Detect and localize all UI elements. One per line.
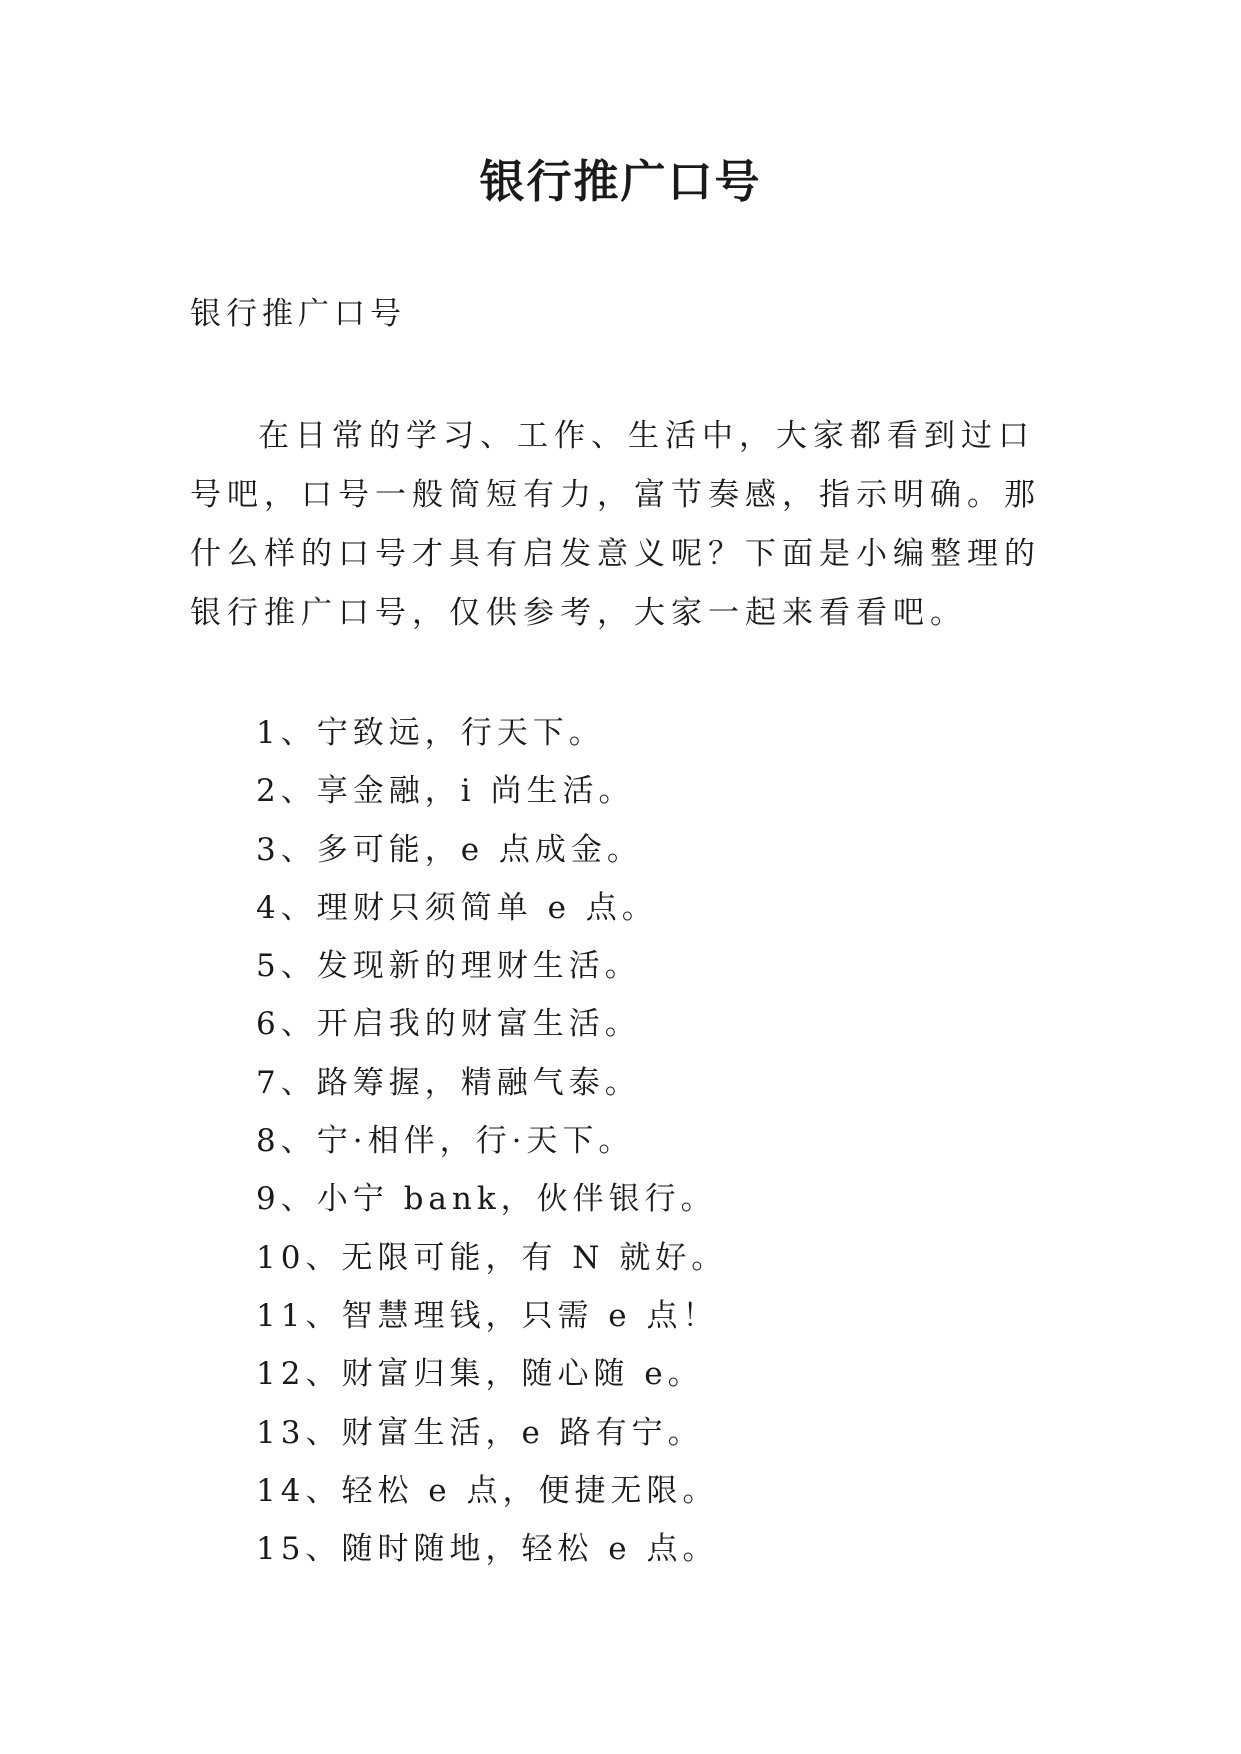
list-item: 14、轻松 e 点，便捷无限。	[256, 1472, 719, 1509]
list-item: 8、宁·相伴，行·天下。	[256, 1123, 635, 1160]
list-item: 13、财富生活，e 路有宁。	[256, 1414, 704, 1451]
list-item: 2、享金融，i 尚生活。	[256, 773, 635, 810]
list-item: 3、多可能，e 点成金。	[256, 831, 643, 868]
document-subtitle: 银行推广口号	[190, 296, 406, 332]
list-item: 5、发现新的理财生活。	[256, 948, 641, 985]
slogan-list	[256, 704, 727, 1578]
list-item: 1、宁致远，行天下。	[256, 715, 605, 751]
list-item: 11、智慧理钱，只需 e 点！	[256, 1297, 719, 1334]
list-item: 12、财富归集，随心随 e。	[256, 1356, 704, 1393]
list-item: 10、无限可能，有 N 就好。	[256, 1239, 728, 1276]
intro-paragraph: 在日常的学习、工作、生活中，大家都看到过口号吧，口号一般简短有力，富节奏感，指示明确。那什么样的口号才具有启发意义呢？下面是小编整理的银行推广口号，仅供参考，大家一起来看看吧。	[190, 418, 1041, 631]
list-item: 9、小宁 bank，伙伴银行。	[256, 1181, 717, 1218]
list-item: 6、开启我的财富生活。	[256, 1006, 641, 1043]
list-item: 15、随时随地，轻松 e 点。	[256, 1531, 719, 1568]
list-item: 4、理财只须简单 e 点。	[256, 889, 658, 926]
document-title: 银行推广口号	[479, 155, 762, 208]
list-item: 7、路筹握，精融气泰。	[256, 1064, 641, 1101]
